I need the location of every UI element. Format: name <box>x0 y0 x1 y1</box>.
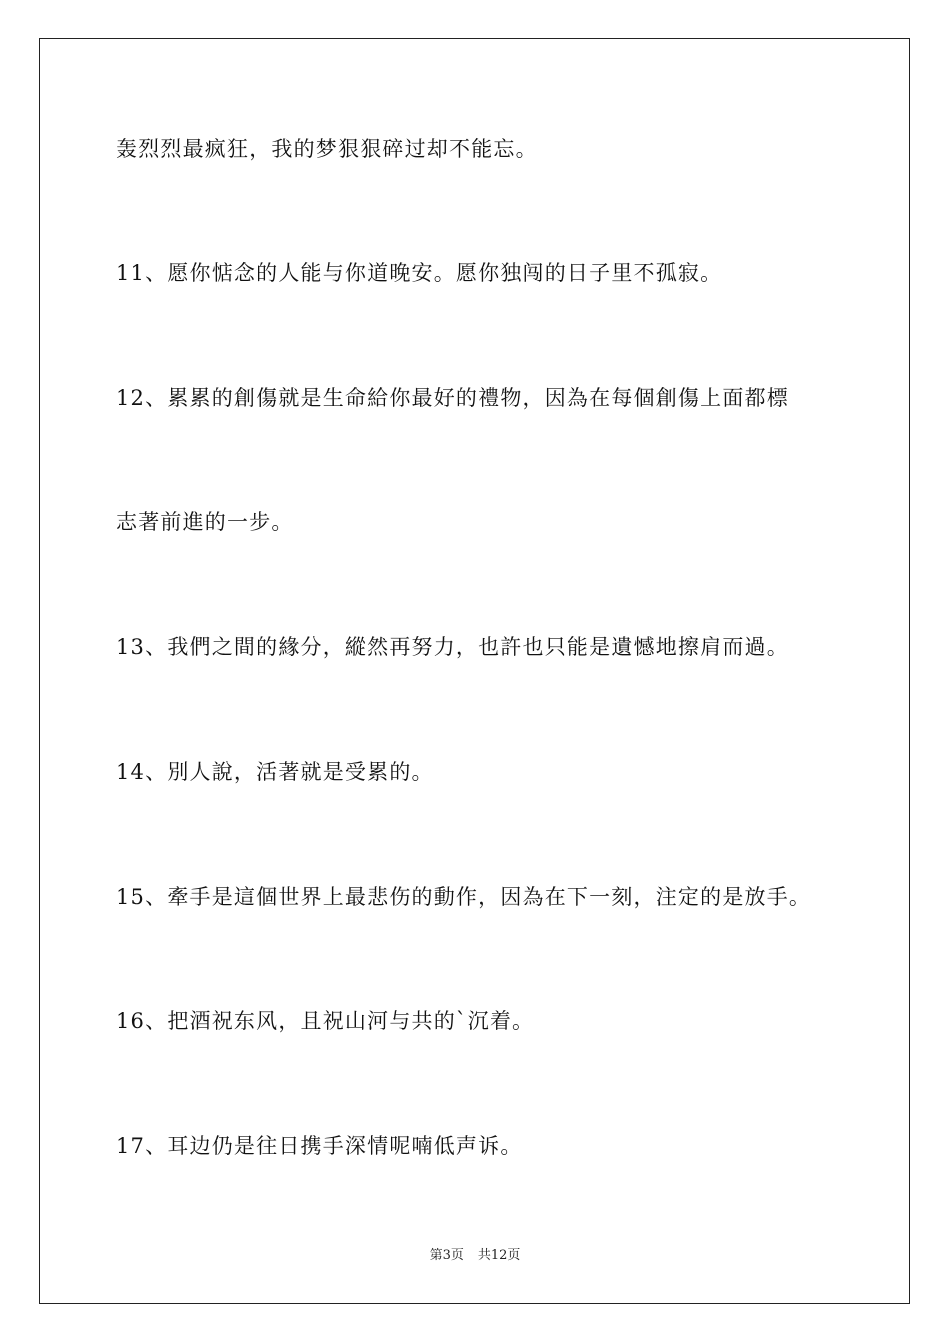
text-line: 轰烈烈最疯狂，我的梦狠狠碎过却不能忘。 <box>116 137 538 161</box>
list-item-17: 17、耳边仍是往日携手深情呢喃低声诉。 <box>116 1134 523 1158</box>
list-item-12-continued: 志著前進的一步。 <box>116 510 294 534</box>
list-item-16: 16、把酒祝东风，且祝山河与共的`沉着。 <box>116 1009 535 1033</box>
page-footer <box>0 1247 950 1265</box>
list-item-14: 14、別人說，活著就是受累的。 <box>116 760 434 784</box>
list-item-11: 11、愿你惦念的人能与你道晚安。愿你独闯的日子里不孤寂。 <box>116 261 723 285</box>
page-number: 第3页 <box>429 1248 464 1263</box>
list-item-13: 13、我們之間的緣分，縱然再努力，也許也只能是遺憾地擦肩而過。 <box>116 635 789 659</box>
list-item-15: 15、牽手是這個世界上最悲伤的動作，因為在下一刻，注定的是放手。 <box>116 885 812 909</box>
list-item-12: 12、累累的創傷就是生命給你最好的禮物，因為在每個創傷上面都標 <box>116 386 789 410</box>
page-border <box>39 38 910 1304</box>
page-total: 共12页 <box>477 1248 521 1263</box>
